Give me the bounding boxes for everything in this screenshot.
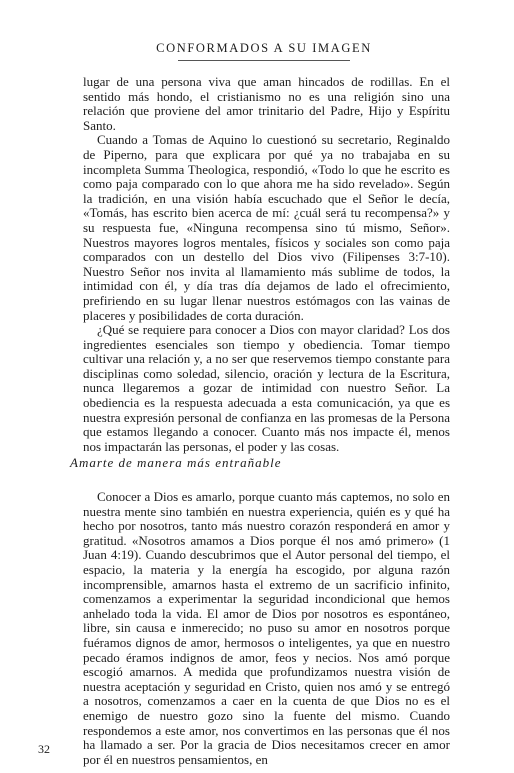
body-text-top	[83, 75, 450, 454]
header-rule	[178, 60, 350, 61]
running-head: CONFORMADOS A SU IMAGEN	[156, 41, 372, 55]
page-number: 32	[38, 742, 50, 756]
body-text-section	[83, 490, 450, 767]
paragraph: lugar de una persona viva que aman hincados de rodillas. En el sentido más hondo, el cristianismo no es una religión sino una relación que proviene del amor trinitario del Padre, Hijo y Espíritu Santo.	[83, 74, 450, 133]
paragraph: Conocer a Dios es amarlo, porque cuanto más captemos, no solo en nuestra mente sino también en nuestra experiencia, quién es y qué ha hecho por nosotros, tanto más nuestro corazón responderá en amor y gratitud. «Nosotros amamos a Dios porque él nos amó primero» (1 Juan 4:19). Cuando descubrimos que el Autor personal del tiempo, el espacio, la materia y la energía ha escogido, por alguna razón incomprensible, amarnos hasta el extremo de un sacrificio infinito, comenzamos a experimentar la seguridad incondicional que hemos anhelado toda la vida. El amor de Dios por nosotros es espontáneo, libre, sin causa e inmerecido; no puso su amor en nosotros porque fuéramos dignos de amor, hermosos o inteligentes, ya que en nuestro pecado éramos indignos de amor, feos y necios. Nos amó porque escogió amarnos. A medida que profundizamos nuestra visión de nuestra aceptación y seguridad en Cristo, quien nos amó y se entregó a nosotros, comenzamos a caer en la cuenta de que Dios no es el enemigo de nuestro gozo sino la fuente del mismo. Cuando respondemos a este amor, nos convertimos en las personas que él nos ha llamado a ser. Por la gracia de Dios necesitamos crecer en amor por él en nuestros pensamientos, en	[83, 489, 450, 767]
paragraph: Cuando a Tomas de Aquino lo cuestionó su secretario, Reginaldo de Piperno, para que explicara por qué ya no trabajaba en su incompleta Summa Theologica, respondió, «Todo lo que he escrito es como paja comparado con lo que ahora me ha sido revelado». Según la tradición, en una visión había escuchado que el Señor le decía, «Tomás, has escrito bien acerca de mí: ¿cuál será tu recompensa?» y su respuesta fue, «Ninguna recompensa sino tú mismo, Señor». Nuestros mayores logros mentales, físicos y sociales son como paja comparados con un destello del Dios vivo (Filipenses 3:7-10). Nuestro Señor nos invita al llamamiento más sublime de todos, la intimidad con él, y día tras día dejamos de lado el ofrecimiento, prefiriendo en su lugar llenar nuestros estómagos con las vainas de placeres y posibilidades de corta duración.	[83, 132, 450, 323]
paragraph: ¿Qué se requiere para conocer a Dios con mayor claridad? Los dos ingredientes esenciales son tiempo y obediencia. Tomar tiempo cultivar una relación y, a no ser que reservemos tiempo constante para disciplinas como soledad, silencio, oración y lectura de la Escritura, nunca llegaremos a gozar de intimidad con nuestro Señor. La obediencia es la respuesta adecuada a esta comunicación, ya que es nuestra expresión personal de confianza en las promesas de la Persona que estamos llegando a conocer. Cuanto más nos impacte él, menos nos impactarán las personas, el poder y las cosas.	[83, 322, 450, 454]
section-heading: Amarte de manera más entrañable	[70, 455, 282, 470]
